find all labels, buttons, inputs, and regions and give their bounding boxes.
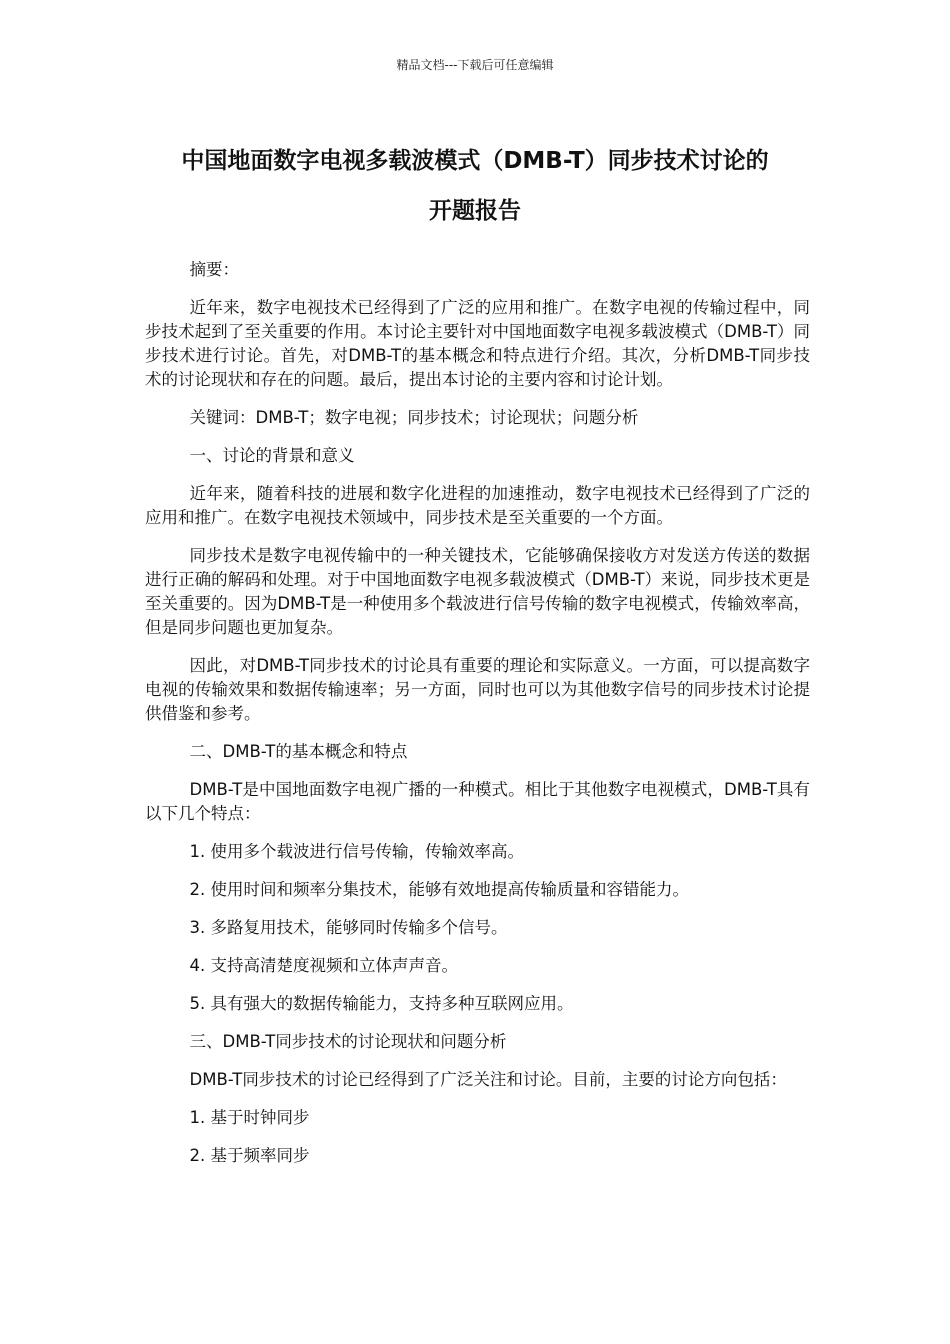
paragraph: 同步技术是数字电视传输中的一种关键技术，它能够确保接收方对发送方传送的数据进行正确的解码和处理。对于中国地面数字电视多载波模式（DMB-T）来说，同步技术更是至关重要的。因为DMB-T是一种使用多个载波进行信号传输的数字电视模式，传输效率高，但是同步问题也更加复杂。: [145, 546, 810, 637]
keywords: 关键词：DMB-T；数字电视；同步技术；讨论现状；问题分析: [189, 408, 639, 427]
list-item: 3. 多路复用技术，能够同时传输多个信号。: [189, 918, 508, 937]
section-heading-1: 一、讨论的背景和意义: [189, 446, 355, 465]
list-item: 1. 使用多个载波进行信号传输，传输效率高。: [189, 842, 525, 861]
paragraph: 因此，对DMB-T同步技术的讨论具有重要的理论和实际意义。一方面，可以提高数字电视的传输效果和数据传输速率；另一方面，同时也可以为其他数字信号的同步技术讨论提供借鉴和参考。: [145, 656, 810, 723]
abstract-text: 近年来，数字电视技术已经得到了广泛的应用和推广。在数字电视的传输过程中，同步技术起到了至关重要的作用。本讨论主要针对中国地面数字电视多载波模式（DMB-T）同步技术进行讨论。首先，对DMB-T的基本概念和特点进行介绍。其次，分析DMB-T同步技术的讨论现状和存在的问题。最后，提出本讨论的主要内容和讨论计划。: [145, 298, 810, 389]
title-line-2: 开题报告: [429, 198, 521, 224]
paragraph: DMB-T同步技术的讨论已经得到了广泛关注和讨论。目前，主要的讨论方向包括：: [189, 1070, 787, 1089]
document-body: [145, 258, 810, 1182]
paragraph: DMB-T是中国地面数字电视广播的一种模式。相比于其他数字电视模式，DMB-T具有以下几个特点：: [145, 780, 810, 823]
list-item: 4. 支持高清楚度视频和立体声声音。: [189, 956, 459, 975]
section-heading-3: 三、DMB-T同步技术的讨论现状和问题分析: [189, 1032, 507, 1051]
section-heading-2: 二、DMB-T的基本概念和特点: [189, 742, 408, 761]
abstract-label: 摘要：: [189, 260, 240, 279]
document-title: [140, 136, 810, 236]
title-line-1: 中国地面数字电视多载波模式（DMB-T）同步技术讨论的: [181, 148, 769, 174]
list-item: 2. 基于频率同步: [189, 1146, 310, 1165]
list-item: 2. 使用时间和频率分集技术，能够有效地提高传输质量和容错能力。: [189, 880, 690, 899]
paragraph: 近年来，随着科技的进展和数字化进程的加速推动，数字电视技术已经得到了广泛的应用和推广。在数字电视技术领域中，同步技术是至关重要的一个方面。: [145, 484, 810, 527]
list-item: 5. 具有强大的数据传输能力，支持多种互联网应用。: [189, 994, 574, 1013]
list-item: 1. 基于时钟同步: [189, 1108, 310, 1127]
page-header-note: 精品文档---下载后可任意编辑: [396, 58, 554, 72]
